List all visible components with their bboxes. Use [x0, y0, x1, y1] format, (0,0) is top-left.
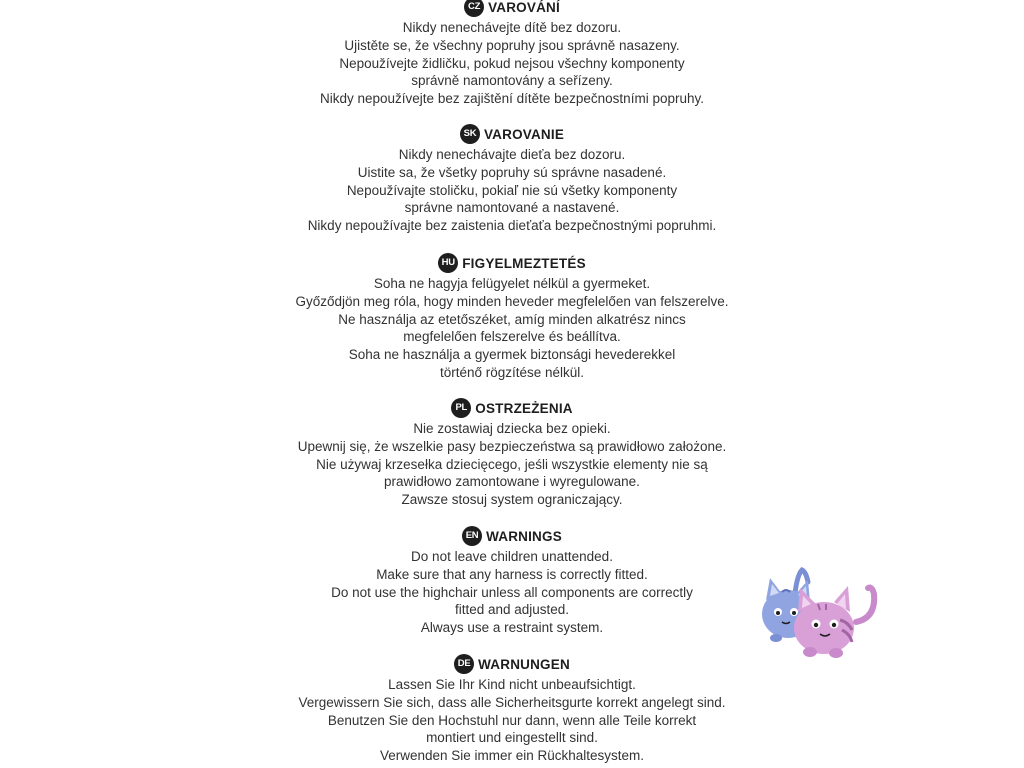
section-heading	[212, 654, 812, 674]
warning-section-en	[212, 526, 812, 637]
warning-line: Ne használja az etetőszéket, amíg minden alkatrész nincs	[338, 311, 686, 327]
section-title: VAROVÁNÍ	[488, 0, 560, 15]
section-title: FIGYELMEZTETÉS	[462, 255, 586, 271]
warning-line: történő rögzítése nélkül.	[439, 364, 585, 380]
warning-line: Nikdy nepoužívajte bez zaistenia dieťaťa bezpečnostnými popruhmi.	[307, 218, 717, 234]
section-title: OSTRZEŻENIA	[475, 400, 573, 416]
language-badge: HU	[438, 253, 458, 273]
warning-line: Uistite sa, že všetky popruhy sú správne nasadené.	[357, 164, 667, 180]
section-title: VAROVANIE	[483, 126, 565, 142]
warning-section-sk	[212, 124, 812, 235]
warning-line: Do not use the highchair unless all components are correctly	[331, 584, 693, 600]
warning-section-de	[212, 654, 812, 765]
warning-line: Soha ne hagyja felügyelet nélkül a gyermeket.	[373, 276, 651, 291]
warning-line: Do not leave children unattended.	[411, 549, 613, 564]
warning-line: Benutzen Sie den Hochstuhl nur dann, wenn alle Teile korrekt	[327, 712, 697, 728]
cats-illustration-icon	[756, 564, 884, 664]
pink-cat-icon	[794, 586, 874, 658]
section-heading	[212, 0, 812, 17]
language-badge: EN	[462, 526, 482, 546]
warning-line: megfelelően felszerelve és beállítva.	[403, 329, 621, 345]
warning-line: Győződjön meg róla, hogy minden heveder megfelelően van felszerelve.	[295, 293, 729, 309]
warning-line: Vergewissern Sie sich, dass alle Sicherheitsgurte korrekt angelegt sind.	[298, 694, 726, 710]
warning-line: Lassen Sie Ihr Kind nicht unbeaufsichtigt.	[388, 677, 636, 692]
section-heading	[212, 526, 812, 546]
warning-line: Zawsze stosuj system ograniczający.	[401, 492, 623, 508]
warning-line: Nikdy nepoužívejte bez zajištění dítěte bezpečnostními popruhy.	[320, 91, 704, 107]
warning-section-hu	[212, 253, 812, 382]
warning-line: Verwenden Sie immer ein Rückhaltesystem.	[379, 748, 645, 764]
warning-line: Make sure that any harness is correctly fitted.	[376, 566, 648, 582]
section-heading	[212, 124, 812, 144]
warning-line: správne namontované a nastavené.	[404, 200, 620, 216]
warning-line: Nie używaj krzesełka dziecięcego, jeśli wszystkie elementy nie są	[316, 456, 708, 472]
warning-line: Always use a restraint system.	[420, 620, 604, 636]
warning-line: fitted and adjusted.	[454, 602, 570, 618]
warning-line: Nepoužívejte židličku, pokud nejsou všechny komponenty	[339, 55, 685, 71]
warning-line: Nepoužívajte stoličku, pokiaľ nie sú všetky komponenty	[346, 182, 678, 198]
section-title: WARNUNGEN	[478, 656, 570, 672]
warning-section-pl	[212, 398, 812, 509]
warning-line: prawidłowo zamontowane i wyregulowane.	[384, 474, 640, 490]
warning-line: správně namontovány a seřízeny.	[411, 73, 613, 89]
warning-line: Nie zostawiaj dziecka bez opieki.	[413, 421, 611, 436]
language-badge: SK	[460, 124, 480, 144]
warning-line: Soha ne használja a gyermek biztonsági hevederekkel	[348, 347, 676, 363]
section-heading	[212, 253, 812, 273]
language-badge: PL	[451, 398, 471, 418]
warning-line: Upewnij się, że wszelkie pasy bezpieczeństwa są prawidłowo założone.	[297, 438, 727, 454]
warning-section-cz	[212, 0, 812, 108]
section-heading	[212, 398, 812, 418]
warning-line: Nikdy nenechávajte dieťa bez dozoru.	[398, 147, 626, 162]
warning-line: Ujistěte se, že všechny popruhy jsou správně nasazeny.	[344, 37, 680, 53]
warning-line: Nikdy nenechávejte dítě bez dozoru.	[402, 20, 622, 35]
section-title: WARNINGS	[486, 528, 562, 544]
language-badge: CZ	[464, 0, 484, 17]
warning-line: montiert und eingestellt sind.	[426, 730, 598, 746]
language-badge: DE	[454, 654, 474, 674]
